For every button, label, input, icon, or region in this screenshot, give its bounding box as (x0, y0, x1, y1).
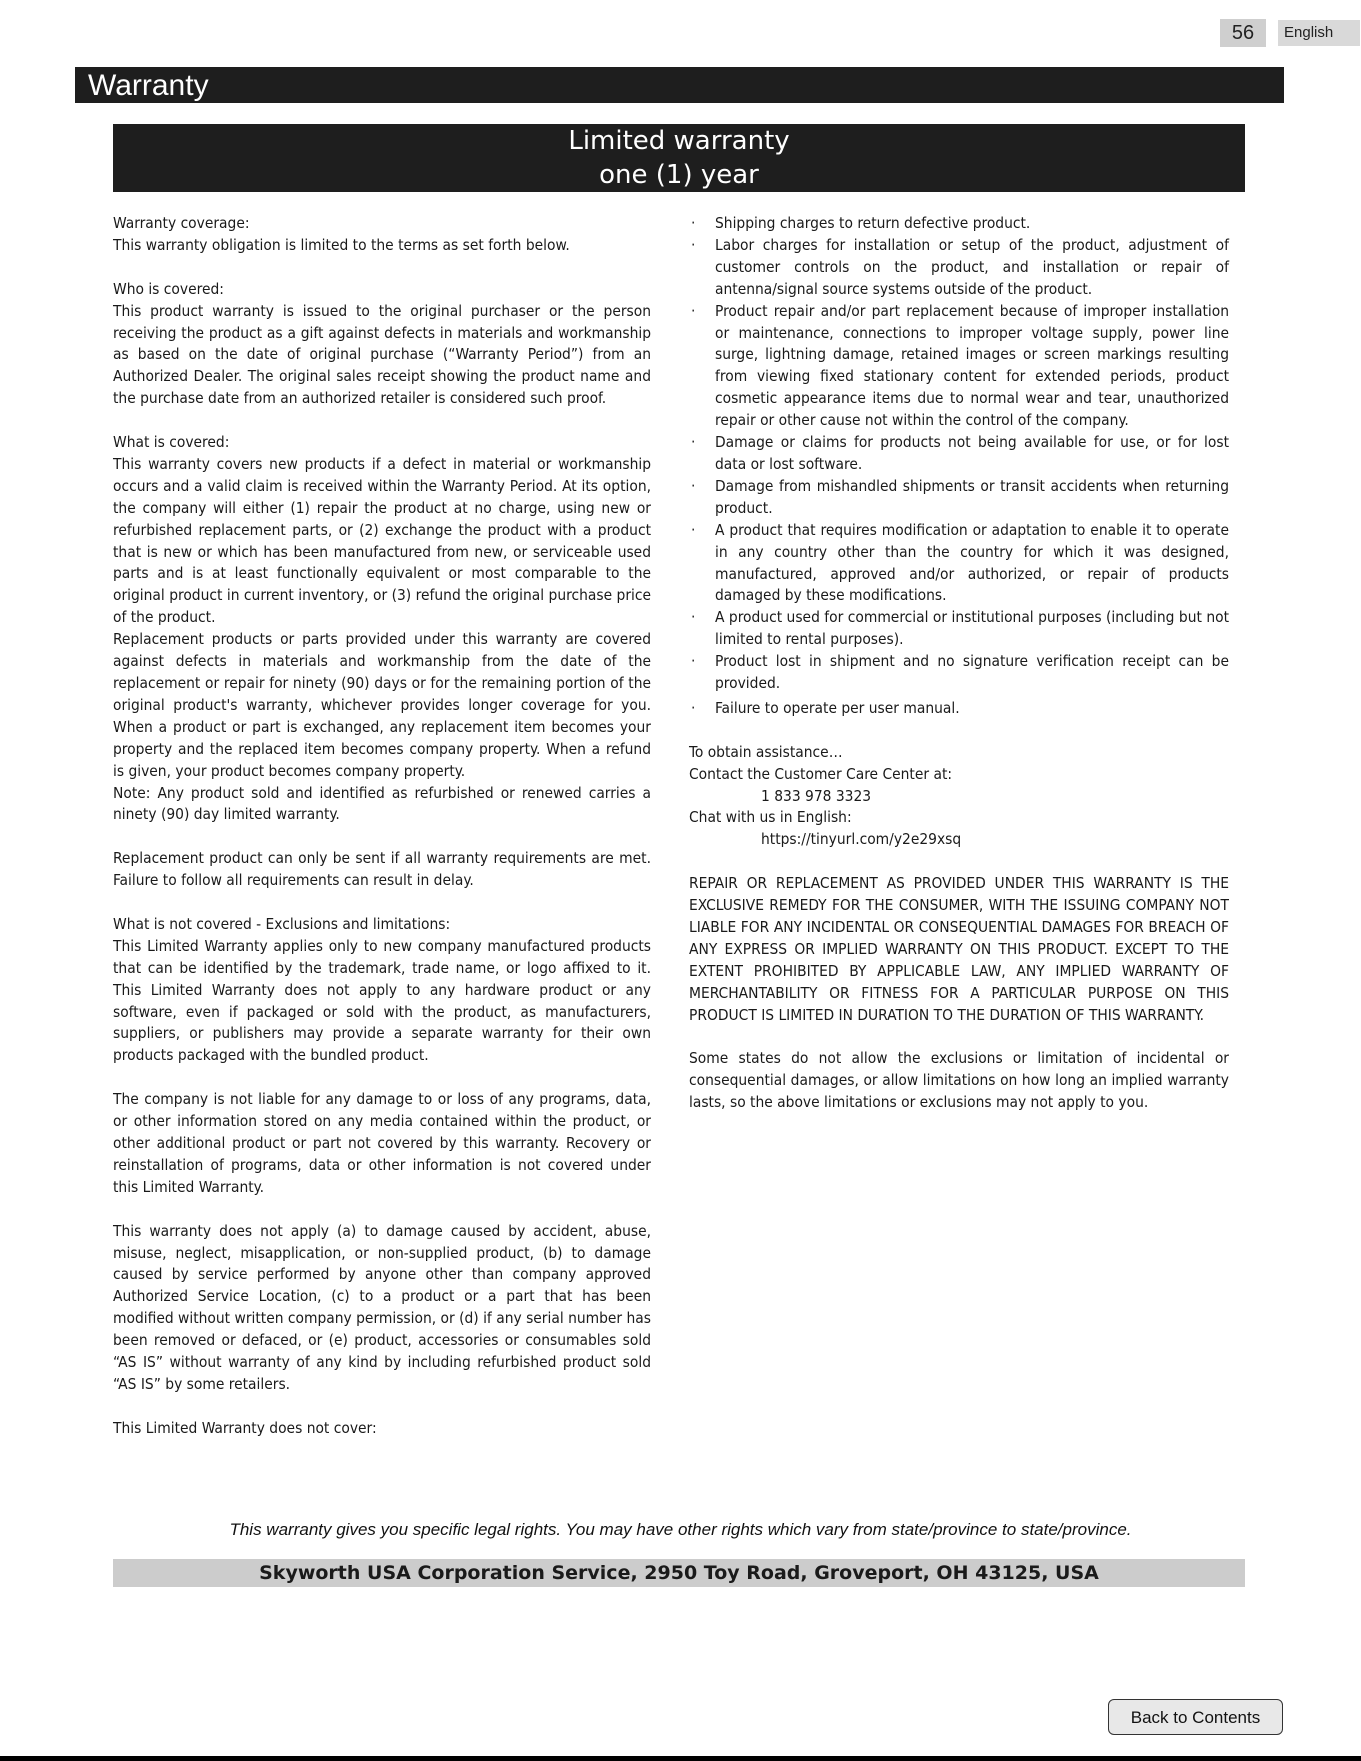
coverage-text: This warranty obligation is limited to the terms as set forth below. (113, 235, 570, 254)
list-item: · Product lost in shipment and no signature verification receipt can be provided. (691, 652, 1229, 693)
list-item: · Product repair and/or part replacement because of improper installation or maintenance, connections to improper voltage supply, power line surge, lightning damage, retained images or screen markings resulting from viewing fixed stationary content for extended periods, product cosmetic appearance items due to normal wear and tear, unauthorized repair or other cause not within the control of the company. (691, 301, 1229, 430)
does-not-cover-heading: This Limited Warranty does not cover: (113, 1418, 377, 1437)
list-item: · Shipping charges to return defective product. (691, 214, 1031, 232)
who-covered-heading: Who is covered: (113, 279, 224, 298)
assistance-heading: To obtain assistance… (689, 742, 843, 761)
banner-subtitle: one (1) year (599, 160, 759, 190)
list-item: · Damage from mishandled shipments or transit accidents when returning product. (691, 476, 1229, 517)
not-covered-heading: What is not covered - Exclusions and limitations: (113, 914, 451, 933)
exclusions-list (689, 213, 1229, 720)
list-item: · Failure to operate per user manual. (691, 698, 960, 717)
list-item: · A product that requires modification or adaptation to enable it to operate in any country other than the country for which it was designed, manufactured, approved and/or authorized, or repair of products damaged by these modifications. (691, 520, 1229, 605)
disclaimer-text: REPAIR OR REPLACEMENT AS PROVIDED UNDER THIS WARRANTY IS THE EXCLUSIVE REMEDY FOR THE CONSUMER, WITH THE ISSUING COMPANY NOT LIABLE FOR ANY INCIDENTAL OR CONSEQUENTIAL DAMAGES FOR BREACH OF ANY EXPRESS OR IMPLIED WARRANTY ON THIS PRODUCT. EXCEPT TO THE EXTENT PROHIBITED BY APPLICABLE LAW, ANY IMPLIED WARRANTY OF MERCHANTABILITY OR FITNESS FOR A PARTICULAR PURPOSE ON THIS PRODUCT IS LIMITED IN DURATION TO THE DURATION OF THIS WARRANTY. (689, 874, 1229, 1024)
who-covered-text: This product warranty is issued to the original purchaser or the person receiving the product as a gift against defects in materials and workmanship as based on the date of original purchase (“Warranty Period”) from an Authorized Dealer. The original sales receipt showing the product name and the purchase date from an authorized retailer is considered such proof. (113, 301, 651, 408)
liability-text: The company is not liable for any damage to or loss of any programs, data, or other information stored on any media contained within the product, or other additional product or part not covered by this warranty. Recovery or reinstallation of programs, data or other information is not covered under this Limited Warranty. (113, 1090, 651, 1196)
states-text: Some states do not allow the exclusions or limitation of incidental or consequential damages, or allow limitations on how long an implied warranty lasts, so the above limitations or exclusions may not apply to you. (689, 1049, 1229, 1112)
left-column (113, 213, 651, 1440)
section-title: Warranty (75, 67, 1284, 103)
warranty-banner (113, 124, 1245, 192)
requirements-text: Replacement product can only be sent if all warranty requirements are met. Failure to follow all requirements can result in delay. (113, 849, 651, 890)
coverage-heading: Warranty coverage: (113, 214, 250, 232)
replacement-text: Replacement products or parts provided under this warranty are covered against defects in materials and workmanship from the date of the replacement or repair for ninety (90) days or for the remaining portion of the original product's warranty, whichever provides longer coverage for you. When a product or part is exchanged, any replacement item becomes your property and the replaced item becomes company property. When a refund is given, your product becomes company property. (113, 630, 651, 780)
not-covered-text: This Limited Warranty applies only to new company manufactured products that can be identified by the trademark, trade name, or logo affixed to it. This Limited Warranty does not apply to any hardware product or any software, even if packaged or sold with the product, as manufacturers, suppliers, or publishers may provide a separate warranty for their own products packaged with the bundled product. (113, 936, 651, 1065)
phone-number: 1 833 978 3323 (761, 786, 872, 805)
language-tab[interactable]: English (1278, 20, 1360, 46)
what-covered-text: This warranty covers new products if a defect in material or workmanship occurs and a valid claim is received within the Warranty Period. At its option, the company will either (1) repair the product at no charge, using new or refurbished replacement parts, or (2) exchange the product with a product that is new or which has been manufactured from new, or serviceable used parts and is at least functionally equivalent or most comparable to the original product in current inventory, or (3) refund the original purchase price of the product. (113, 454, 651, 627)
contact-label: Contact the Customer Care Center at: (689, 764, 953, 783)
page-number: 56 (1220, 19, 1266, 47)
back-to-contents-button[interactable]: Back to Contents (1108, 1699, 1283, 1735)
what-covered-heading: What is covered: (113, 433, 230, 452)
bottom-divider (0, 1756, 1361, 1761)
refurbished-note: Note: Any product sold and identified as refurbished or renewed carries a ninety (90) day limited warranty. (113, 783, 651, 824)
service-address: Skyworth USA Corporation Service, 2950 Toy Road, Groveport, OH 43125, USA (113, 1559, 1245, 1587)
chat-label: Chat with us in English: (689, 808, 852, 827)
list-item: · Labor charges for installation or setup of the product, adjustment of customer controls on the product, and installation or repair of antenna/signal source systems outside of the product. (691, 235, 1229, 298)
list-item: · Damage or claims for products not being available for use, or for lost data or lost software. (691, 433, 1229, 473)
right-column (689, 213, 1229, 1114)
list-item: · A product used for commercial or institutional purposes (including but not limited to rental purposes). (691, 608, 1229, 649)
does-not-apply-text: This warranty does not apply (a) to damage caused by accident, abuse, misuse, neglect, misapplication, or non-supplied product, (b) to damage caused by service performed by anyone other than company approved Authorized Service Location, (c) to a product or a part that has been modified without written company permission, or (d) if any serial number has been removed or defaced, or (e) product, accessories or consumables sold “AS IS” without warranty of any kind by including refurbished product sold “AS IS” by some retailers. (113, 1221, 651, 1393)
legal-rights-note: This warranty gives you specific legal rights. You may have other rights which vary from state/province to state/province. (229, 1520, 1132, 1539)
chat-link[interactable]: https://tinyurl.com/y2e29xsq (761, 830, 962, 849)
banner-title: Limited warranty (568, 126, 790, 156)
